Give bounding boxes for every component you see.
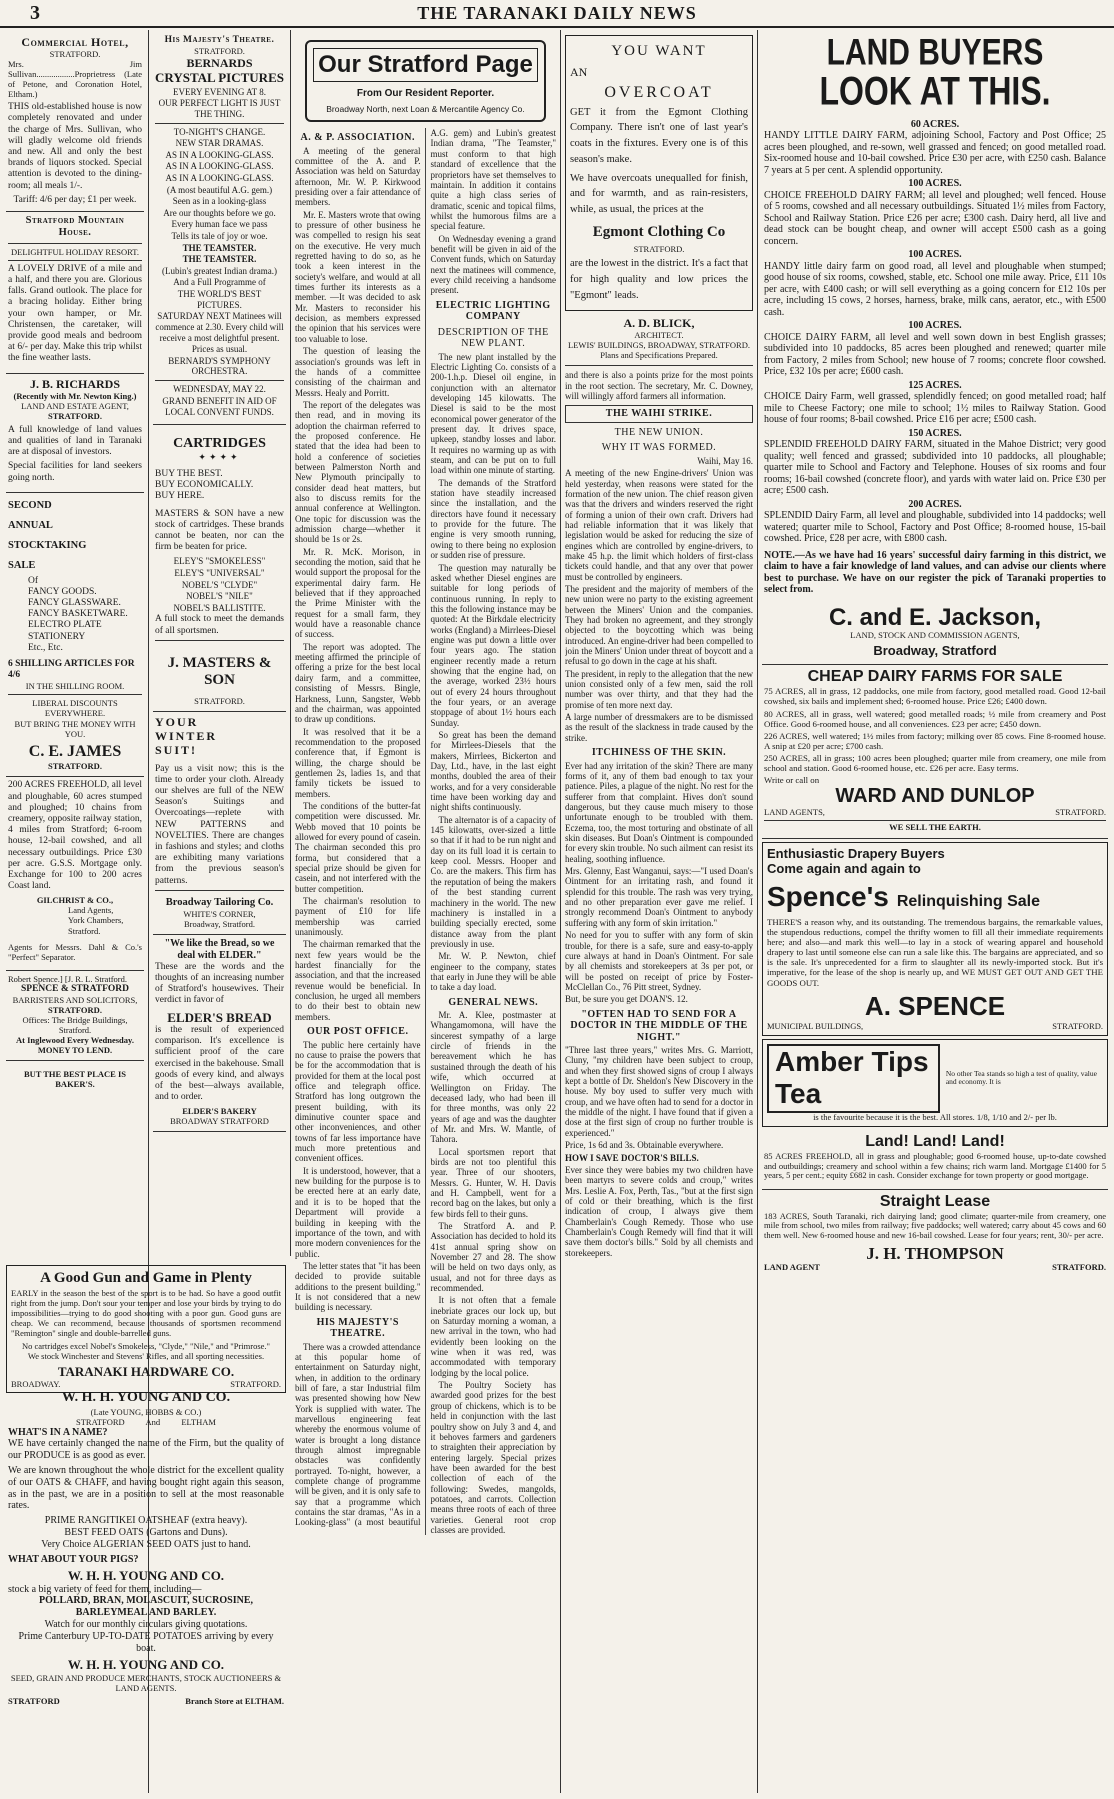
- theatre-line: Tells its tale of joy or woe.: [171, 231, 268, 242]
- sale-l5: Of: [28, 575, 39, 586]
- itch-paragraph: No need for you to suffer with any form of skin trouble, for there is a safe, sure and easy-to-apply cure always at hand in Doan's Ointment. For sale by all chemists and storekeepers at 3s per pot, or will be posted on receipt of price by Foster-McClellan Co., 76 Pitt street, Sydney.: [565, 930, 753, 992]
- sale-l2: ANNUAL: [8, 519, 53, 531]
- ward-place: STRATFORD.: [1055, 807, 1106, 818]
- cheap-listing: 226 ACRES, well watered; 1½ miles from factory; milking over 85 cows. Fine 8-roomed house. A snip at £20 per acre; £700 cash.: [764, 730, 1106, 751]
- theatre-line: SATURDAY NEXT Matinees will commence at 2.30. Every child will receive a most delightful present.: [155, 311, 284, 343]
- hotel-ad: [6, 32, 144, 212]
- thompson-name: J. H. THOMPSON: [866, 1243, 1004, 1263]
- overcoat-body2: We have overcoats unequalled for finish, and for warmth, and as rain-resisters, while, as usual, the prices at the: [570, 172, 748, 215]
- section-heading: A. & P. ASSOCIATION.: [300, 132, 415, 144]
- theatre-line: GRAND BENEFIT IN AID OF: [162, 395, 277, 406]
- strike-paragraph: A large number of dressmakers are to be dismissed as the result of the slackness in trade caused by the strike.: [565, 712, 753, 743]
- cartridges-ad: [153, 425, 286, 712]
- young-ad: [8, 1390, 284, 1792]
- column-rule: [560, 30, 561, 1793]
- young-foot-r: Branch Store at ELTHAM.: [185, 1695, 284, 1706]
- strike-paragraph: The president, in reply to the allegation that the new union consisted only of a few men, said the roll number was over thirty, and that they had the promise of ten more next day.: [565, 668, 753, 710]
- hotel-proprietor: Mrs. Jim Sullivan..................Proprietress (Late of Petone, and Coronation Hotel, Eltham.): [8, 59, 142, 100]
- spence-role: BARRISTERS AND SOLICITORS,: [12, 994, 138, 1005]
- ap-paragraph: The chairman remarked that the next few years would be the hardest financially for the association, and that the increased revenue would be beneficial. In conclusion, he urged all members to do their best to obtain new members.: [295, 939, 421, 1022]
- young-p4: BEST FEED OATS (Gartons and Duns).: [64, 1526, 228, 1538]
- sale-item: FANCY GLASSWARE.: [28, 598, 121, 609]
- richards-body2: Special facilities for land seekers going north.: [8, 461, 142, 483]
- gun-addr: BROADWAY.: [11, 1379, 61, 1390]
- spence-place: STRATFORD.: [48, 1004, 102, 1015]
- gun-place: STRATFORD.: [230, 1379, 281, 1390]
- theatre-line: Every human face we pass: [171, 219, 268, 230]
- gilchrist-place: Stratford.: [68, 925, 101, 936]
- page-number: 3: [30, 2, 40, 24]
- strike-lead: and there is also a points prize for the most points in the root section. The secretary, Mr. C. Downey, will willingly afford farmers all information.: [565, 370, 753, 402]
- tailoring-name: Broadway Tailoring Co.: [165, 896, 274, 908]
- acres-200-body: 200 ACRES FREEHOLD, all level and ploughable, 60 acres stumped and ploughed; 10 chains from creamery, opposite railway station, 4 miles from Stratford; 6-room house, 12-bail cowshed, and all necessary outbuildings. Price £30 per acre. G.S.S. Mortgage only. Exchange for 100 to 200 acres Coast land.: [8, 780, 142, 892]
- doctor-paragraph: Ever since they were babies my two children have been martyrs to severe colds and croup," writes Mrs. Leslie A. Fox, Perth, Tas., "but at the first sign of cold or their breathing, which is the first indication of croup, I always give them Chamberlain's Cough Remedy. Those who use Chamberlain's Cough Remedy will find that it will save them doctor's bills." Sold by all chemists and storekeepers.: [565, 1164, 753, 1258]
- stratford-banner: [305, 40, 546, 122]
- gun-body2: No cartridges excel Nobel's Smokeless, "Clyde," "Nile," and "Primrose.": [21, 1340, 271, 1351]
- theatre-line: OUR PERFECT LIGHT IS JUST THE THING.: [158, 98, 281, 119]
- spence-office: Offices: The Bridge Buildings, Stratford.: [22, 1014, 128, 1035]
- ward-dunlop-ad: [762, 665, 1108, 839]
- winter-suit-ad: [153, 712, 286, 935]
- theatre-line: AS IN A LOOKING-GLASS.: [165, 161, 274, 172]
- doctor-paragraph: HOW I SAVE DOCTOR'S BILLS.: [565, 1152, 699, 1163]
- sale-item: FANCY GOODS.: [28, 586, 97, 597]
- ap-paragraph: The chairman's resolution to payment of £10 for life membership was carried unanimously.: [295, 896, 421, 938]
- cartridges-footer: A full stock to meet the demands of all sportsmen.: [155, 614, 284, 636]
- itch-paragraph: Ever had any irritation of the skin? There are many forms of it, any of them bad enough to tax your patience. Piles, a plague of the night. No rest for the sufferer from that complaint. Hives don't sound dangerous, but they cause much misery to those unfortunate enough to be troubled with them. Eczema, too, the most torturing and obstinate of all skin diseases. But Doan's Ointment is compounded for every skin trouble. No such ailment can resist its healing, soothing influence.: [565, 760, 753, 864]
- land-title: Land! Land! Land!: [865, 1133, 1005, 1151]
- gen-paragraph: Local sportsmen report that birds are not too plentiful this year. Three of our shooters, Messrs. G. Hunter, W. H. Davis and H. Campbell, went for a record bag on the lakes, but only a few birds fell to their guns.: [430, 1146, 556, 1219]
- listing-text: CHOICE DAIRY FARM, all level and well sown down in best English grasses; subdivided into 10 paddocks, 85 acres been ploughed and renewed; quarter mile from Factory, 2 miles from School; new house of 7 rooms; concrete floor cowshed. Price, £32 10s per acre; £600 cash.: [764, 331, 1106, 378]
- spence-firm: SPENCE & STRATFORD: [20, 983, 130, 994]
- overcoat-body3: are the lowest in the district. It's a fact that for high quality and low prices the "Egmont" leads.: [570, 258, 748, 301]
- ward-tag: WE SELL THE EARTH.: [764, 820, 1106, 833]
- post-paragraph: The public here certainly have no cause to praise the powers that be for the accommodation that is provided for them at the local post office and telegraph office. Stratford has long outgrown the present building, with its diminutive counter space and other inconveniences, and other towns of far less importance have much more pretentious and convenient offices.: [295, 1039, 421, 1164]
- young-q1: WHAT'S IN A NAME?: [8, 1426, 108, 1438]
- doctor-paragraph: "Three last three years," writes Mrs. G. Marriott, Cluny, "my children have been subject to croup, and when they first showed signs of croup I always kept a bottle of Dr. Sheldon's New Discovery in the house. My boy used to suffer very much with croup, and we have often had to send for a doctor in the middle of the night. I have found that if given a dose at the first sign of croup no further trouble is experienced.": [565, 1045, 753, 1138]
- overcoat-ad: [565, 35, 753, 311]
- hotel-tariff: Tariff: 4/6 per day; £1 per week.: [13, 194, 137, 205]
- spence-name: A. SPENCE: [864, 990, 1006, 1021]
- bakers-line: BUT THE BEST PLACE IS BAKER'S.: [23, 1068, 127, 1089]
- land-buyers-title1: LAND BUYERS: [826, 32, 1044, 73]
- cartridges-brand: ELEY'S "UNIVERSAL": [174, 567, 265, 578]
- lease-title: Straight Lease: [879, 1193, 991, 1211]
- gun-name: TARANAKI HARDWARE CO.: [57, 1363, 235, 1379]
- jackson-role: LAND, STOCK AND COMMISSION AGENTS,: [850, 630, 1020, 641]
- land-body: 85 ACRES FREEHOLD, all in grass and ploughable; good 6-roomed house, up-to-date cowshed and outbuildings; creamery and school within a few chains; rich warm land. Mortgage £1400 for 5 years, 5 per cent.; equity £682 in cash. Consider exchange for town property or good mortgage.: [764, 1150, 1106, 1181]
- itch-paragraph: Mrs. Glenny, East Wanganui, says:—"I used Doan's Ointment for an irritating rash, and found it splendid for this trouble. The rash was very trying, and no other preparation ever gave me relief. I strongly recommend Doan's Ointment to anybody suffering with any form of skin irritation.": [565, 866, 753, 928]
- theatre-line: EVERY EVENING AT 8.: [173, 86, 266, 97]
- spence-sale-ad: [762, 842, 1108, 1036]
- theatre-title: His Majesty's Theatre.: [164, 35, 275, 45]
- newspaper-title: THE TARANAKI DAILY NEWS: [417, 2, 697, 23]
- amber-tea-ad: [762, 1039, 1108, 1127]
- ward-role: LAND AGENTS,: [764, 807, 825, 818]
- young-late: (Late YOUNG, HOBBS & CO.): [90, 1406, 202, 1417]
- column-rule: [290, 30, 291, 1256]
- section-subheading: THE NEW UNION.: [614, 426, 704, 438]
- james-sale-ad: [6, 493, 144, 778]
- ward-write: Write or call on: [764, 775, 820, 786]
- gen-paragraph: The Poultry Society has awarded good prizes for the best group of chickens, which is to be held in conjunction with the last poultry show on July 3 and 4, and it behoves farmers and gardeners to straighten their appreciation by entering largely. Special prizes have been awarded for the best collection of each of the following: Swedes, mangolds, potatoes, and carrots. Collection means three roots of each of three varieties. General root crop classes are provided.: [430, 1380, 556, 1535]
- elec-paragraph: Mr. W. P. Newton, chief engineer to the company, states that early in June they will be able to take a day load.: [430, 951, 556, 993]
- jackson-place: Broadway, Stratford: [873, 642, 997, 658]
- listing-text: HANDY little dairy farm on good road, all level and ploughable when stumped; good house of six rooms, cowshed, stable, etc. School one mile away. Price, £11 10s per acre, with £400 cash; or will sell everything as a going concern for £12 10s per acre, including 15 cows, 2 horses, harness, brake, milk cans, aerator, etc., with £500 cash.: [764, 260, 1106, 318]
- listing-heading: 100 ACRES.: [908, 178, 962, 190]
- column-6: [762, 32, 1108, 1792]
- theatre-l2: CRYSTAL PICTURES: [155, 70, 284, 86]
- theatre-line: TO-NIGHT'S CHANGE.: [173, 126, 266, 137]
- cartridges-l3: BUY HERE.: [155, 491, 205, 502]
- theatre-line: THE TEAMSTER.: [182, 254, 257, 265]
- gilchrist-role: Land Agents,: [68, 905, 114, 916]
- gun-title: A Good Gun and Game in Plenty: [40, 1270, 252, 1286]
- richards-ad: [6, 374, 144, 493]
- blick-ad: [565, 314, 753, 366]
- sale-item: FANCY BASKETWARE.: [28, 609, 128, 620]
- jackson-note: NOTE.—As we have had 16 years' successful dairy farming in this district, we claim to have a fair knowledge of land values, and can advise our clients where best to purchase. We have on our register the pick of Taranaki properties to select from.: [764, 549, 1106, 596]
- theatre-ad: [153, 32, 286, 425]
- gen-paragraph: It is not often that a female inebriate graces our lock up, but on Saturday morning a woman, a new arrival in the town, who had evidently been looking on the wine when it was red, was accommodated with temporary lodging by the local police.: [430, 1295, 556, 1378]
- land-buyers-title2: LOOK AT THIS.: [819, 68, 1051, 114]
- james-place: STRATFORD.: [48, 761, 102, 772]
- overcoat-l1: YOU WANT: [611, 43, 707, 59]
- cartridges-brand: NOBEL'S BALLISTITE.: [173, 602, 266, 613]
- column-2: [153, 32, 286, 1257]
- listing-heading: 150 ACRES.: [908, 427, 962, 439]
- column-5: [565, 32, 753, 1792]
- tea-sub: is the favourite because it is the best. All stores. 1/8, 1/10 and 2/- per lb.: [813, 1111, 1057, 1122]
- theatre-line: Seen as in a looking-glass: [172, 196, 267, 207]
- richards-sub: (Recently with Mr. Newton King.): [13, 390, 137, 401]
- spence-sale: Relinquishing Sale: [896, 892, 1040, 910]
- winter-l1: YOUR: [155, 715, 199, 730]
- strike-paragraph: The president and the majority of members of the new union were no party to the existing agreement between the Miners' Union and the companies. They had broken no agreement, and they strongly objected to the boycotting which was being introduced. An engine-driver had been compelled to join the Miners' Union under threat of boycott and a refusal to go down in the cage at his shaft.: [565, 584, 753, 667]
- young-places: STRATFORD And ELTHAM: [76, 1416, 216, 1427]
- egmont-name: Egmont Clothing Co: [592, 223, 726, 240]
- masters-name: J. MASTERS & SON: [167, 654, 272, 689]
- cartridges-title: CARTRIDGES: [173, 435, 266, 451]
- ap-paragraph: It was resolved that it be a recommendation to the proposed conference that, if Egmont is willing, the charge should be gentlemen 2s, ladies 1s, and that family tickets be issued to members.: [295, 726, 421, 799]
- column-1: [6, 32, 144, 1257]
- sale-offer: 6 SHILLING ARTICLES FOR 4/6: [8, 659, 135, 681]
- spence-day: At Inglewood Every Wednesday.: [16, 1034, 134, 1045]
- section-heading: ITCHINESS OF THE SKIN.: [591, 747, 727, 759]
- ap-paragraph: Mr. R. McK. Morison, in seconding the motion, said that he would support the proposal for the experimental dairy farm. He believed that if they approached the Prime Minister with the request for a small farm, they would have a reasonable chance of success.: [295, 546, 421, 640]
- mountain-title: Stratford Mountain House.: [25, 215, 125, 239]
- theatre-line: LOCAL CONVENT FUNDS.: [165, 407, 274, 418]
- sale-offer2: IN THE SHILLING ROOM.: [25, 681, 125, 692]
- tailoring-place: Broadway, Stratford.: [184, 919, 255, 930]
- theatre-line: Prices as usual.: [191, 344, 248, 355]
- richards-body1: A full knowledge of land values and qualities of land in Taranaki are at disposal of investors.: [8, 424, 142, 458]
- winter-l2: WINTER: [155, 729, 218, 744]
- bread-body2: is the result of experienced comparison. It's excellence is sufficient proof of the care exercised in the bakehouse. Small goods of every kind, and always of the best—always available, and to order.: [155, 1025, 285, 1103]
- tea-title: Amber Tips Tea: [767, 1044, 940, 1112]
- ap-paragraph: The report was adopted. The meeting affirmed the principle of offering a prize for the best local dairy farm, and a committee, consisting of Messrs. Bingle, Harkness, Lunn, Sangster, Webb and the chairman, was appointed to draw up conditions.: [295, 641, 421, 725]
- ap-paragraph: A meeting of the general committee of the A. and P. Association was held on Saturday afternoon, Mr. W. P. Kirkwood presiding over a fair attendance of members.: [295, 145, 421, 208]
- elec-paragraph: The demands of the Stratford station have steadily increased since the installation, and the directors have found it necessary to provide for the future. The engine is very smooth running, owing to there being no explosion or sudden rise of pressure.: [430, 477, 556, 561]
- masthead: [0, 0, 1114, 28]
- gen-paragraph: The Stratford A. and P. Association has decided to hold its 41st annual spring show on November 27 and 28. The show will be held on two days only, as usual, and not for three days as recommended.: [430, 1220, 556, 1294]
- theatre-line: AS IN A LOOKING-GLASS.: [165, 149, 274, 160]
- spence-title: Spence's: [767, 880, 889, 912]
- ward-name: WARD AND DUNLOP: [835, 785, 1035, 808]
- sale-item: Etc., Etc.: [28, 642, 63, 653]
- young-name3: W. H. H. YOUNG AND CO.: [67, 1657, 225, 1673]
- theatre-line: Are our thoughts before we go.: [163, 207, 276, 218]
- cartridges-brand: NOBEL'S "NILE": [186, 591, 253, 602]
- section-subheading: DESCRIPTION OF THE NEW PLANT.: [437, 326, 549, 350]
- sale-liberal: LIBERAL DISCOUNTS EVERYWHERE.: [32, 698, 118, 719]
- young-name2: W. H. H. YOUNG AND CO.: [67, 1568, 225, 1584]
- blick-plans: Plans and Specifications Prepared.: [600, 349, 718, 360]
- doctor-paragraph: Price, 1s 6d and 3s. Obtainable everywhere.: [565, 1140, 724, 1151]
- overcoat-l2: AN: [570, 64, 588, 79]
- ornament-icon: ✦✦✦✦: [198, 452, 241, 463]
- listing-heading: 100 ACRES.: [908, 320, 962, 332]
- cartridges-l1: BUY THE BEST.: [155, 468, 223, 479]
- young-p3: PRIME RANGITIKEI OATSHEAF (extra heavy).: [44, 1515, 248, 1527]
- cartridges-l2: BUY ECONOMICALLY.: [155, 480, 254, 491]
- ap-paragraph: The conditions of the butter-fat competition were discussed. Mr. Webb moved that 10 points be allowed for every pound of casein. The chairman seconded this pro forma, but considered that a special prize should be given for casein, and not interfered with the butter competition.: [295, 800, 421, 894]
- theatre-line: WEDNESDAY, MAY 22.: [173, 383, 266, 394]
- gilchrist-addr: York Chambers,: [68, 915, 124, 926]
- sale-money: BUT BRING THE MONEY WITH YOU.: [14, 718, 136, 739]
- sale-l3: STOCKTAKING: [8, 539, 87, 551]
- hotel-body: THIS old-established house is now completely renovated and under the charge of Mrs. Sullivan, who will gladly welcome old friends and new. All and only the best brands of liquors stocked. Special attention is devoted to the dining-room; all meals 1/-.: [8, 102, 142, 191]
- bread-quote: "We like the Bread, so we deal with ELDER.": [164, 938, 275, 962]
- blick-role: ARCHITECT.: [634, 330, 684, 341]
- jackson-name: C. and E. Jackson,: [828, 603, 1042, 631]
- cheap-listing: 250 ACRES, all in grass; 100 acres been ploughed; quarter mile from creamery, one mile from school and station. Good 6-roomed house, etc. £26 per acre. Easy terms.: [764, 752, 1106, 774]
- egmont-place: STRATFORD.: [633, 244, 685, 255]
- theatre-line: THE TEAMSTER.: [182, 242, 257, 253]
- theatre-paragraph: There was a crowded attendance at this popular home of entertainment on Saturday night, when, in addition to the ordinary bill of fare, a star Industrial film was presented showing how New York is supplied with water. The marvellous engineering feat whereby the enormous volume of water is brought a long distance through almost impregnable obstacles was confidently portrayed. To-night, however, a complete change of programme will be given, and it is only safe to say that a programme which contains the star dramas, "As in a Looking-glass" (a most beautiful A.G. gem) and Lubin's greatest Indian drama, "The Teamster," must conform to that high standard of excellence that the proprietors have set themselves to maintain. In addition it contains quite a high class series of dramatic, scenic and topical films, whilst the humorous films are a special feature.: [295, 128, 556, 1528]
- theatre-l1: BERNARDS: [186, 56, 253, 71]
- sale-item: ELECTRO PLATE: [28, 620, 102, 631]
- richards-place: STRATFORD.: [48, 410, 102, 421]
- theatre-line: BERNARD'S SYMPHONY ORCHESTRA.: [168, 355, 271, 377]
- land-buyers-ad: [762, 32, 1108, 665]
- spence-names: Robert Spence.] [J. R. L. Stratford.: [8, 973, 127, 984]
- theatre-paragraph: On Wednesday evening a grand benefit will be given in aid of the Convent funds, which on Saturday next the matinees will commence, every child receiving a handsome present.: [430, 233, 556, 296]
- blick-name: A. D. BLICK,: [623, 316, 695, 331]
- spence-h2: Come again and again to: [767, 860, 921, 876]
- spence-place: STRATFORD.: [1052, 1020, 1103, 1031]
- spence-stratford-ad: [6, 971, 144, 1061]
- ap-paragraph: The question of leasing the association's grounds was left in the hands of a committee consisting of the chairman and Messrs. Healy and Porritt.: [295, 346, 421, 398]
- section-heading: "OFTEN HAD TO SEND FOR A DOCTOR IN THE MIDDLE OF THE NIGHT.": [570, 1008, 748, 1043]
- cartridges-brand: NOBEL'S "CLYDE": [181, 579, 258, 590]
- young-p5: Very Choice ALGERIAN SEED OATS just to hand.: [41, 1538, 251, 1550]
- elec-paragraph: The alternator is of a capacity of 145 kilowatts, over-sized a little so that if it had to be run night and day on its full load it is certain to keep cool. Messrs. Hooper and Co. are the makers. This firm has the reputation of being the makers of the best standing current machinery in the world. The new machinery is installed in a building specially erected, some distance away from the plant previously in use.: [430, 814, 556, 949]
- theatre-line: AS IN A LOOKING-GLASS.: [165, 172, 274, 183]
- theatre-line: (Lubin's greatest Indian drama.): [161, 265, 278, 276]
- strike-dateline: Waihi, May 16.: [697, 455, 753, 466]
- sale-l4: SALE: [8, 559, 36, 571]
- lease-body: 183 ACRES, South Taranaki, rich dairying land; good climate; quarter-mile from creamery, one mile from school, two miles from railway; five paddocks; well watered; carry about 45 cows and 60 them well. New 6-roomed house and new 16-bail cowshed. Lease for four years; rent, 30/- per acre.: [764, 1210, 1106, 1241]
- young-p6: stock a big variety of feed for them, including—: [8, 1583, 202, 1595]
- tailoring-addr: WHITE'S CORNER,: [183, 909, 256, 920]
- bakery-addr: BROADWAY STRATFORD: [170, 1116, 269, 1127]
- overcoat-body: GET it from the Egmont Clothing Company. There isn't one of last year's coats in the fixtures. Every one is of this season's make.: [570, 106, 748, 165]
- post-paragraph: The letter states that "it has been decided to provide suitable additions to the present building." It is not considered that a new building is necessary.: [295, 1260, 421, 1313]
- cheap-listing: 75 ACRES, all in grass, 12 paddocks, one mile from factory, good metalled road. Good 12-bail cowshed, six bails and implement shed; 6-roomed house. Price £26; £400 down.: [764, 686, 1106, 707]
- spence-h1: Enthusiastic Drapery Buyers: [767, 845, 945, 861]
- blick-addr: LEWIS' BUILDINGS, BROADWAY, STRATFORD.: [568, 339, 750, 350]
- stratford-page: [295, 32, 556, 1792]
- tea-side: No other Tea stands so high a test of quality, value and economy. It is: [945, 1068, 1097, 1087]
- richards-name: J. B. RICHARDS: [29, 376, 120, 391]
- gilchrist-note: Agents for Messrs. Dahl & Co.'s "Perfect" Separator.: [8, 941, 142, 962]
- young-p9: Prime Canterbury UP-TO-DATE POTATOES arriving by every boat.: [18, 1630, 274, 1654]
- ap-paragraph: Mr. E. Masters wrote that owing to pressure of other business he was compelled to resign his seat on the executive. He very much regretted having to do so, as he took a keen interest in the society's welfare, and would at all times further its interests as a member. —It was decided to ask Mr. Masters to reconsider his decision, as members expressed the opinion that his services were too valuable to lose.: [295, 209, 421, 344]
- listing-text: CHOICE Dairy Farm, well grassed, splendidly fenced; on good metalled road; half mile to Cheese Factory; one mile to school; 1½ miles to Railway Station. Good house of four rooms; 8-bail cowshed. Price £16 per acre; £500 cash.: [764, 391, 1106, 426]
- listing-text: CHOICE FREEHOLD DAIRY FARM; all level and ploughed; well fenced. House of 5 rooms, cowshed and all necessary outbuildings. Situated 1½ miles from Factory, School and Railway Station. Price £26 per acre; £300 cash. Dairy herd, all live and dead stock can be bought cheap, and owner will accept £500 cash as a going concern.: [764, 189, 1106, 247]
- hotel-place: STRATFORD.: [49, 49, 101, 60]
- mountain-sub: DELIGHTFUL HOLIDAY RESORT.: [10, 246, 139, 257]
- stratford-banner-title: Our Stratford Page: [313, 48, 538, 82]
- land-land-ad: [762, 1130, 1108, 1190]
- listing-text: HANDY LITTLE DAIRY FARM, adjoining School, Factory and Post Office; 25 acres been ploughed, and re-sown, well grassed and fenced; on good metalled road. Six-roomed house and 10-bail cowshed. Price £30 per acre, with £250 cash. Balance 7 years at 5 per cent. A splendid opportunity.: [764, 130, 1106, 176]
- young-p7: POLLARD, BRAN, MOLASCUIT, SUCROSINE, BARLEYMEAL AND BARLEY.: [38, 1595, 253, 1619]
- itch-paragraph: But, be sure you get DOAN'S. 12.: [565, 994, 688, 1005]
- elec-paragraph: So great has been the demand for Mirrlees-Diesels that the makers, Mirrlees, Bickerton and Day, Ltd., have, in the last eight months, doubled the area of their works, and for a very considerable time have been working day and night shifts continuously.: [430, 730, 556, 813]
- acres-200-ad: [6, 777, 144, 970]
- section-heading: THE WAIHI STRIKE.: [565, 405, 753, 423]
- sale-l1: SECOND: [8, 499, 52, 511]
- listing-heading: 100 ACRES.: [908, 249, 962, 261]
- stratford-addr: Broadway North, next Loan & Mercantile Agency Co.: [326, 104, 525, 115]
- young-foot-l: STRATFORD: [8, 1695, 60, 1706]
- winter-body: Pay us a visit now; this is the time to order your cloth. Already our shelves are full of the NEW Season's Suitings and Overcoatings—replete with NEW PATTERNS and NOVELTIES. There are changes in fashions and styles; and cloths are exhibiting many variations from the previous season's patterns.: [155, 763, 284, 886]
- straight-lease-ad: [762, 1190, 1108, 1278]
- section-heading: ELECTRIC LIGHTING COMPANY: [435, 299, 551, 323]
- gilchrist-name: GILCHRIST & CO.,: [36, 895, 114, 906]
- james-name: C. E. JAMES: [28, 742, 122, 760]
- winter-l3: SUIT!: [155, 743, 198, 758]
- bread-name: ELDER'S BREAD: [167, 1009, 272, 1025]
- listing-heading: 60 ACRES.: [910, 118, 960, 130]
- gun-ad: [6, 1265, 286, 1393]
- gun-body3: We stock Winchester and Stevens' Rifles, and all sporting necessities.: [27, 1350, 265, 1361]
- strike-paragraph: A meeting of the new Engine-drivers' Union was held yesterday, when reasons were stated for the formation of the new union. The chief reason given was that the drivers and winders reserved the right of forming a union of their own craft. Drivers had had reliable information that it was likely that legislation would be asked for reducing the size of engines which are controlled by engine-drivers, to make 45 h.p. the limit which holders of first-class tickets could handle, and that any over that power must be controlled by engineers.: [565, 468, 753, 582]
- thompson-place: STRATFORD.: [1052, 1262, 1106, 1273]
- listing-text: SPLENDID Dairy Farm, all level and ploughable, subdivided into 14 paddocks; well watered; quarter mile to School, Factory and Post Office; 8-roomed house, 15-bail cowshed. Price, £28 per acre, with £800 cash.: [764, 510, 1106, 545]
- theatre-place: STRATFORD.: [194, 46, 245, 57]
- elec-paragraph: The question may naturally be asked whether Diesel engines are suitable for long periods of continuous running. In reply to this the following instance may be quoted: At the Birkdale electricity works (England) a Mirrlees-Diesel engine was put down a little over four years ago. The station engineer recently made a return showing that the engine had, on the average, worked 23½ hours out of every 24 hours throughout the four years, or an average stoppage of about 1½ hours each Sunday.: [430, 562, 556, 728]
- section-subheading: WHY IT WAS FORMED.: [601, 442, 717, 454]
- ap-paragraph: The report of the delegates was then read, and in moving its adoption the chairman referred to the proposed conference. He stated that the idea had been to hold a conference of societies between Palmerston North and New Plymouth principally to consider dead heat matters, but also to discuss remits for the annual conference at Wellington. One topic for discussion was the admission charge—whether it should be 1s or 2s.: [295, 399, 421, 545]
- cheap-title: CHEAP DAIRY FARMS FOR SALE: [807, 667, 1063, 685]
- theatre-line: (A most beautiful A.G. gem.): [166, 184, 273, 195]
- elder-bread-ad: [153, 935, 286, 1132]
- theatre-line: THE WORLD'S BEST PICTURES.: [177, 289, 262, 310]
- gun-body: EARLY in the season the best of the sport is to be had. So have a good outfit right from the jump. Don't sour your temper and lose your birds by trying to do impossibilities—trying to do good shooting with a poor gun. Good guns are cheap. We can recommend, because thousands of sportsmen recommend "Remington" single and double-barrelled guns.: [11, 1287, 281, 1338]
- young-name: W. H. H. YOUNG AND CO.: [61, 1390, 231, 1405]
- young-p2: We are known throughout the whole district for the excellent quality of our OATS & CHAFF, and having bought right again this season, as in the past, we are in a position to sell at the most reasonable rates.: [8, 1464, 284, 1512]
- column-rule: [757, 30, 758, 1793]
- theatre-line: And a Full Programme of: [173, 277, 266, 288]
- sale-item: STATIONERY: [28, 631, 86, 642]
- mountain-body: A LOVELY DRIVE of a mile and a half, and there you are. Glorious falls. Grand outlook. The place for a bracing holiday. Either bring your own hamper, or Mr. Christensen, the caretaker, will provide good meals and bedroom at 6/- per day. Make this trip whilst the fine weather lasts.: [8, 263, 142, 364]
- young-p8: Watch for our monthly circulars giving quotations.: [44, 1619, 248, 1631]
- section-heading: GENERAL NEWS.: [448, 996, 539, 1008]
- listing-text: SPLENDID FREEHOLD DAIRY FARM, situated in the Mahoe District; very good quality; well fenced and grassed; subdivided into 10 paddocks, all ploughable; quarter mile to School and Factory and Telephone. Houses of six rooms and four rooms; 16-bail cowshed (concrete floor), and yards with water laid on. Price £30 per acre; £500 cash.: [764, 439, 1106, 497]
- cheap-listing: 80 ACRES, all in grass, well watered; good metalled roads; ½ mile from creamery and Post Office. Good 6-roomed house, and all conveniences. £23 per acre; £450 down.: [764, 708, 1106, 729]
- elec-paragraph: The new plant installed by the Electric Lighting Co. consists of a 200-1.h.p. Diesel oil engine, in conjunction with an alternator developing 145 kilowatts. The Diesel is said to be the most economical power generator of the present day. It drives space, upkeep, standby losses and labor. It requires no warming up as with steam, and can be put on to full load within one minute of starting.: [430, 351, 556, 476]
- listing-heading: 200 ACRES.: [908, 498, 962, 510]
- young-q2: WHAT ABOUT YOUR PIGS?: [8, 1553, 139, 1565]
- spence-addr: MUNICIPAL BUILDINGS,: [767, 1020, 864, 1031]
- section-heading: OUR POST OFFICE.: [307, 1026, 409, 1038]
- gen-paragraph: Mr. A. Klee, postmaster at Whangamomona, will have the sincerest sympathy of a large circle of friends in the bereavement which he has sustained through the death of his wife, which occurred at Wellington on Friday. The deceased lady, who had been ill for three months, was only 22 years of age and was the daughter of Mr. and Mrs. W. Mantle, of Tahora.: [430, 1010, 556, 1145]
- bread-body: These are the words and the thoughts of an increasing number of Stratford's housewives. Their verdict in favor of: [155, 961, 284, 1006]
- thompson-role: LAND AGENT: [764, 1262, 820, 1273]
- spence-money: MONEY TO LEND.: [37, 1044, 113, 1055]
- young-p1: WE have certainly changed the name of the Firm, but the quality of our PRODUCE is as good as ever.: [8, 1438, 284, 1462]
- theatre-line: NEW STAR DRAMAS.: [175, 138, 264, 149]
- mountain-house-ad: [6, 212, 144, 374]
- masters-place: STRATFORD.: [194, 696, 245, 707]
- cartridges-body: MASTERS & SON have a new stock of cartridges. These brands cannot be beaten, nor can the firm be beaten for price.: [155, 508, 284, 553]
- post-paragraph: It is understood, however, that a new building for the purpose is to be erected here at an early date, and it is to be hoped that the Department will provide a building in keeping with the importance of the town, and with more modern conveniences for the public.: [295, 1165, 421, 1259]
- spence-body: THERE'S a reason why, and its outstanding. The tremendous bargains, the remarkable values, the stupendous reductions, compel the thrifty women to fill all their immediate requirements here; and also—and mark this well—to lay in a stock of wearing apparel and household drapery to last until someone else can run a sale like this. The bargains are appreciated, and so is the sale. It's unprecedented for a firm to slaughter all its newly-imported stock. But it's imperative, for the lease of the shop is nearly up, and WE MUST GET OUT AND GET THE GOODS OUT.: [767, 916, 1103, 988]
- stratford-columns: [295, 128, 556, 1535]
- section-heading: HIS MAJESTY'S THEATRE.: [316, 1316, 399, 1340]
- overcoat-l3: OVERCOAT: [604, 83, 714, 101]
- young-p10: SEED, GRAIN AND PRODUCE MERCHANTS, STOCK AUCTIONEERS & LAND AGENTS.: [10, 1672, 282, 1693]
- cartridges-brand: ELEY'S "SMOKELESS": [173, 556, 266, 567]
- listing-heading: 125 ACRES.: [908, 379, 962, 391]
- stratford-from: From Our Resident Reporter.: [356, 88, 495, 100]
- hotel-title: Commercial Hotel,: [21, 35, 129, 49]
- richards-role: LAND AND ESTATE AGENT,: [21, 400, 129, 411]
- bakery-name: ELDER'S BAKERY: [182, 1106, 257, 1117]
